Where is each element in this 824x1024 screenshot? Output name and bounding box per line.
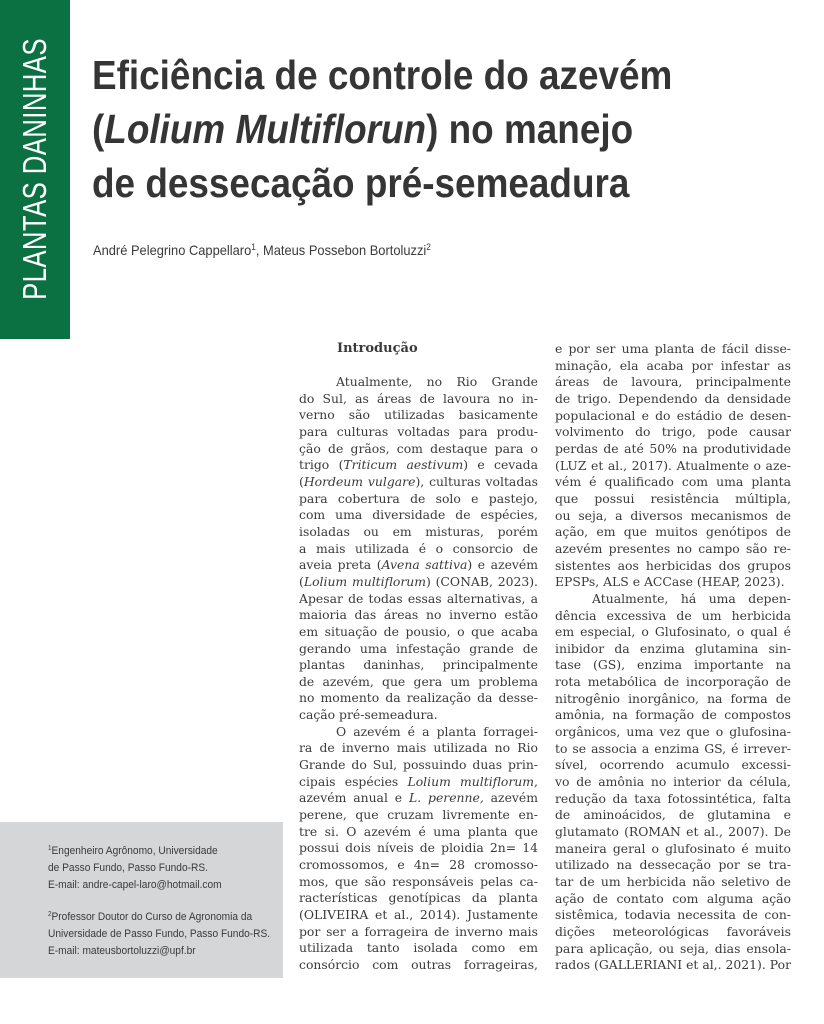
body-column-left <box>299 341 538 974</box>
text-line: maneira geral o glufosinato é muito <box>555 840 791 856</box>
text-line: verno são utilizadas basicamente <box>299 407 538 423</box>
section-banner <box>0 0 70 339</box>
text-line: dições meteorológicas favoráveis <box>555 923 791 939</box>
body-column-right <box>555 341 791 974</box>
text-line: nitrogênio inorgânico, na forma de <box>555 690 791 706</box>
text-line: redução da taxa fotossintética, falta <box>555 790 791 806</box>
text-line: dência excessiva de um herbicida <box>555 607 791 623</box>
footnote-2-line-1 <box>48 906 264 926</box>
text-line: com uma diversidade de espécies, <box>299 507 538 523</box>
text-line: (Lolium multiflorum) (CONAB, 2023). <box>299 573 538 589</box>
text-line: mos, que são responsáveis pelas ca- <box>299 873 538 889</box>
text-line: ra de inverno mais utilizada no Rio <box>299 740 538 756</box>
text-line: áreas de lavoura, principalmente <box>555 374 791 390</box>
footnote-2-ref: 2 <box>48 911 52 918</box>
footnote-2-affiliation: Professor Doutor do Curso de Agronomia da <box>51 911 253 923</box>
title-line-2 <box>92 102 722 156</box>
text-line: glutamato (ROMAN et al., 2007). De <box>555 824 791 840</box>
text-line: amônia, na formação de compostos <box>555 707 791 723</box>
text-line: trigo (Triticum aestivum) e cevada <box>299 457 538 473</box>
text-line: O azevém é a planta forragei- <box>336 723 538 739</box>
text-line: perdas de até 50% na produtividade <box>555 440 791 456</box>
author-2: Mateus Possebon Bortoluzzi <box>263 242 427 258</box>
text-line: em situação de pousio, o que acaba <box>299 623 538 639</box>
text-line: populacional e do estádio de desen- <box>555 407 791 423</box>
section-label-text: PLANTAS DANINHAS <box>16 38 53 300</box>
text-line: ação, em que muitos genótipos de <box>555 524 791 540</box>
footnote-1 <box>48 840 288 894</box>
section-label <box>16 1 54 337</box>
text-line: utilizado na dessecação por se tra- <box>555 857 791 873</box>
text-line: ação de contato com alguma ação <box>555 890 791 906</box>
text-line: maioria das áreas no inverno estão <box>299 607 538 623</box>
text-line: de trigo. Dependendo da densidade <box>555 390 791 406</box>
text-line: racterísticas genotípicas da planta <box>299 890 538 906</box>
text-line: Grande do Sul, possuindo duas prin- <box>299 757 538 773</box>
text-line: isoladas ou em misturas, porém <box>299 523 538 539</box>
title-paren-close: ) <box>426 106 439 152</box>
title-species: Lolium Multiflorun <box>104 106 427 152</box>
left-column-text <box>299 374 538 974</box>
title-line-1: Eficiência de controle do azevém <box>92 52 673 98</box>
text-line: tase (GS), enzima importante na <box>555 657 791 673</box>
section-heading-introducao: Introdução <box>337 341 418 356</box>
text-line: tar de um herbicida não seletivo de <box>555 874 791 889</box>
article-title <box>92 48 792 210</box>
text-line: aveia preta (Avena sattiva) e azevém <box>299 557 539 573</box>
footnote-2-email: E-mail: mateusbortoluzzi@upf.br <box>48 945 196 957</box>
text-line: sistentes aos herbicidas dos grupos <box>555 557 791 573</box>
text-line: em especial, o Glufosinato, o qual é <box>555 624 791 640</box>
text-line: para culturas voltadas para produ- <box>299 423 538 439</box>
footnote-1-affiliation: Engenheiro Agrônomo, Universidade <box>51 845 218 857</box>
text-line: Atualmente, há uma depen- <box>592 590 791 606</box>
title-line-2-rest: no manejo <box>438 106 634 152</box>
title-line-3: de dessecação pré-semeadura <box>92 160 630 206</box>
text-line: Atualmente, no Rio Grande <box>336 374 538 389</box>
text-line: (Hordeum vulgare), culturas voltadas <box>299 473 538 489</box>
text-line: perene, que cruzam livremente en- <box>299 807 538 823</box>
text-line: tre si. O azevém é uma planta que <box>299 823 538 839</box>
text-line: que possui resistência múltipla, <box>555 490 791 506</box>
text-line: azevém presentes no campo são re- <box>555 540 791 556</box>
text-line: para cobertura de solo e pastejo, <box>299 490 538 506</box>
author-1-ref: 1 <box>251 242 256 252</box>
text-line: rota metabólica de incorporação de <box>555 674 791 690</box>
text-line: volvimento do trigo, pode causar <box>555 424 791 440</box>
text-line: minação, ela acaba por infestar as <box>555 357 791 373</box>
text-line: cromossomos, e 4n= 28 cromosso- <box>299 857 538 873</box>
text-line: possui dois níveis de ploidia 2n= 14 <box>299 840 538 856</box>
text-line: e por ser uma planta de fácil disse- <box>555 341 791 356</box>
right-column-text <box>555 341 791 974</box>
text-line: consórcio com outras forrageiras, <box>299 956 538 972</box>
text-line: utilizada tanto isolada como em <box>299 940 538 956</box>
text-line: cação pré-semeadura. <box>299 707 438 723</box>
footnote-1-email: E-mail: andre-capel-laro@hotmail.com <box>48 879 222 891</box>
text-line: por ser a forrageira de inverno mais <box>299 923 538 939</box>
title-paren-open: ( <box>92 106 105 152</box>
footnote-1-ref: 1 <box>48 845 52 852</box>
text-line: orgânicos, uma vez que o glufosina- <box>555 724 791 740</box>
footnote-1-line-2: de Passo Fundo, Passo Fundo-RS. <box>48 862 208 874</box>
text-line: azevém anual e L. perenne, azevém <box>299 790 538 806</box>
footnote-2-line-2: Universidade de Passo Fundo, Passo Fundo-RS. <box>48 928 271 940</box>
text-line: ou seja, a diversos mecanismos de <box>555 507 791 523</box>
text-line: no momento da realização da desse- <box>299 690 538 706</box>
text-line: vo de amônia no interior da célula, <box>555 774 791 790</box>
text-line: a mais utilizada é o consorcio de <box>299 540 538 556</box>
author-1: André Pelegrino Cappellaro <box>93 242 252 258</box>
text-line: gerando uma infestação grande de <box>299 640 538 656</box>
text-line: de azevém, que gera um problema <box>299 673 538 689</box>
text-line: inibidor da enzima glutamina sin- <box>555 640 791 656</box>
text-line: to se associa a enzima GS, é irrever- <box>555 740 791 756</box>
text-line: rados (GALLERIANI et al,. 2021). Por <box>555 957 791 973</box>
text-line: sível, ocorrendo acumulo excessi- <box>555 757 791 773</box>
text-line: Apesar de todas essas alternativas, a <box>299 590 538 606</box>
footnote-1-line-1 <box>48 840 264 860</box>
text-line: (LUZ et al., 2017). Atualmente o aze- <box>555 457 791 473</box>
text-line: ção de grãos, com destaque para o <box>299 440 538 456</box>
text-line: EPSPs, ALS e ACCase (HEAP, 2023). <box>555 574 785 590</box>
text-line: plantas daninhas, principalmente <box>299 657 538 673</box>
author-line <box>93 242 431 258</box>
text-line: de aminoácidos, de glutamina e <box>555 807 791 823</box>
text-line: cipais espécies Lolium multiflorum, <box>299 773 538 789</box>
text-line: (OLIVEIRA et al., 2014). Justamente <box>299 907 538 922</box>
author-2-ref: 2 <box>426 242 431 252</box>
text-line: do Sul, as áreas de lavoura no in- <box>299 390 538 406</box>
author-separator: , <box>255 242 264 258</box>
text-line: vém é qualificado com uma planta <box>555 474 791 490</box>
footnote-2 <box>48 906 288 960</box>
text-line: para aplicação, ou seja, dias ensola- <box>555 940 791 956</box>
text-line: sistêmica, todavia necessita de con- <box>555 907 791 923</box>
